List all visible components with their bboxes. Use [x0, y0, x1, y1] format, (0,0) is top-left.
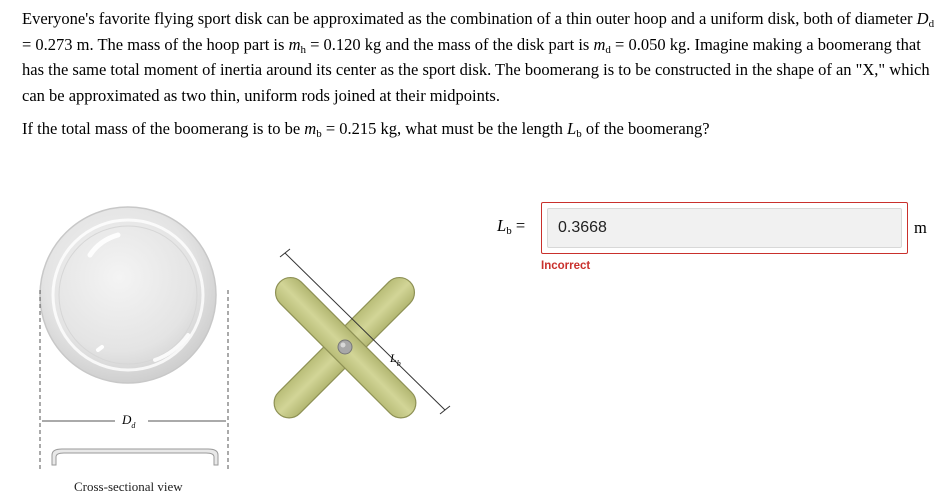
boomerang-mass-symbol: m [304, 119, 317, 138]
boomerang [268, 271, 422, 424]
diameter-symbol: D [916, 9, 929, 28]
disk-diameter-label: $D_d$ [122, 412, 136, 430]
problem-paragraph: Everyone's favorite flying sport disk can be approximated as the combination of a thin outer hoop and a uniform disk, both of diameter $D_d = 0.273$ m. The mass of the hoop part is $m_h = 0.120$ kg and the mass of the disk part is $m_d = 0.050$ kg. Imagine making a boomerang that has the same total moment of inertia around its center as the sport disk. The boomerang is to be constructed in the shape of an "X," which can be approximated as two thin, uniform rods joined at their midpoints. [22, 9, 935, 105]
answer-field-wrapper [541, 202, 908, 254]
question-paragraph: If the total mass of the boomerang is to be $m_b = 0.215$ kg, what must be the length $L_b$ of the boomerang? [22, 119, 710, 140]
rod-length-label: $L_b$ [390, 351, 401, 368]
problem-statement [22, 6, 937, 142]
cross-section-shape [52, 449, 218, 465]
disk-mass-symbol: m [593, 34, 606, 54]
answer-input[interactable] [547, 208, 902, 248]
figure-illustration [30, 195, 470, 498]
answer-label: $L_b$ = [497, 216, 526, 237]
hoop-mass-symbol: m [288, 34, 301, 54]
cross-section-caption: Cross-sectional view [74, 479, 183, 494]
status-incorrect: Incorrect [541, 260, 591, 272]
answer-unit: m [914, 218, 927, 237]
sport-disk [40, 207, 216, 383]
figure [30, 195, 470, 498]
length-symbol: L [567, 119, 577, 138]
